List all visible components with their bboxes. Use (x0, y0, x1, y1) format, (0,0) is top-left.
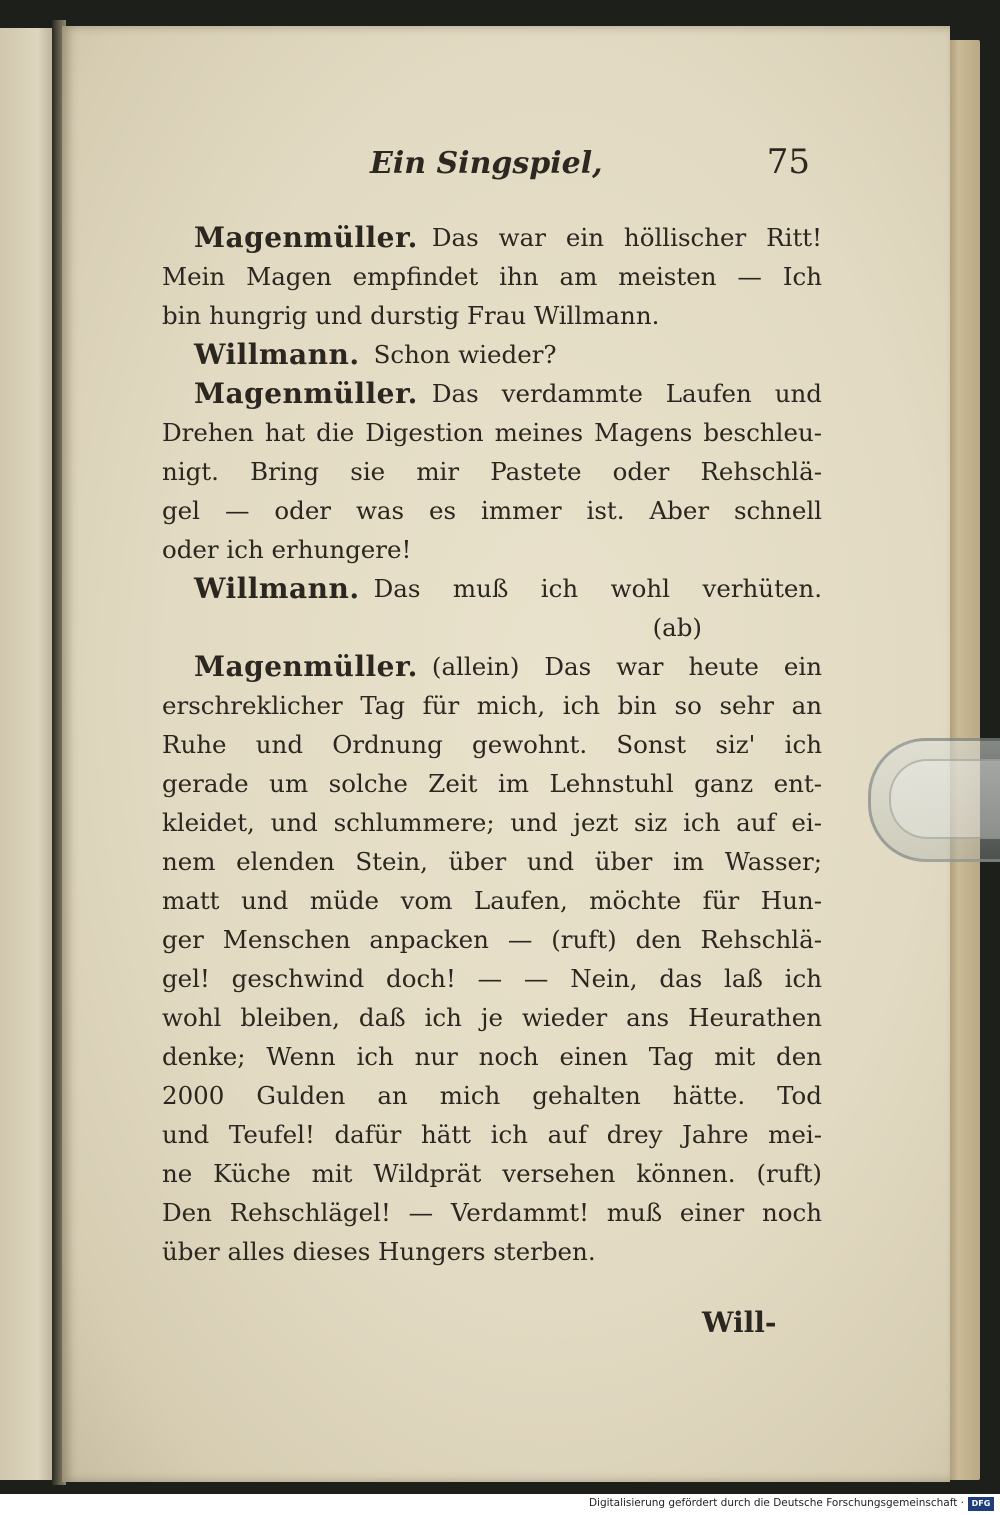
line-text: (ab) (652, 613, 702, 642)
page-clip-inner (889, 759, 1000, 839)
page-header (370, 142, 810, 186)
left-page-edge (0, 28, 54, 1480)
speaker-name: Willmann. (194, 572, 360, 605)
page-text (162, 218, 822, 1271)
line-text: denke; Wenn ich nur noch einen Tag mit den (162, 1042, 822, 1071)
text-line (162, 413, 822, 452)
text-line (162, 803, 822, 842)
catchword: Will- (702, 1306, 777, 1339)
text-line (162, 920, 822, 959)
text-line (162, 452, 822, 491)
text-line (162, 491, 822, 530)
line-text: gerade um solche Zeit im Lehnstuhl ganz ent- (162, 769, 822, 798)
line-text: ger Menschen anpacken — (ruft) den Rehschlä- (162, 925, 822, 954)
line-text: Das war ein höllischer Ritt! (431, 223, 822, 252)
text-line (162, 296, 822, 335)
text-line (162, 374, 822, 413)
line-text: nigt. Bring sie mir Pastete oder Rehschlä- (162, 457, 822, 486)
text-line (162, 1193, 822, 1232)
footer-credit: Digitalisierung gefördert durch die Deutsche Forschungsgemeinschaft · (588, 1497, 964, 1509)
line-text: wohl bleiben, daß ich je wieder ans Heurathen (162, 1003, 822, 1032)
text-line (162, 1154, 822, 1193)
page-clip (868, 738, 1000, 862)
text-line (162, 647, 822, 686)
line-text: Mein Magen empfindet ihn am meisten — Ich (162, 262, 822, 291)
line-text: ne Küche mit Wildprät versehen können. (ruft) (162, 1159, 822, 1188)
line-text: nem elenden Stein, über und über im Wasser; (162, 847, 822, 876)
text-line (162, 257, 822, 296)
text-line (162, 530, 822, 569)
speaker-name: Willmann. (194, 338, 360, 371)
dfg-logo: DFG (968, 1497, 994, 1511)
line-text: (allein) Das war heute ein (431, 652, 822, 681)
line-text: über alles dieses Hungers sterben. (162, 1237, 596, 1266)
text-line (162, 218, 822, 257)
text-line (162, 1115, 822, 1154)
line-text: matt und müde vom Laufen, möchte für Hun- (162, 886, 822, 915)
running-title: Ein Singspiel, (370, 146, 603, 181)
text-line (162, 881, 822, 920)
line-text: Ruhe und Ordnung gewohnt. Sonst siz' ich (162, 730, 822, 759)
text-line (162, 1232, 822, 1271)
text-line (162, 959, 822, 998)
line-text: Schon wieder? (373, 340, 557, 369)
line-text: gel! geschwind doch! — — Nein, das laß ich (162, 964, 822, 993)
text-line (162, 725, 822, 764)
page-number: 75 (766, 142, 810, 182)
line-text: 2000 Gulden an mich gehalten hätte. Tod (162, 1081, 822, 1110)
line-text: gel — oder was es immer ist. Aber schnell (162, 496, 822, 525)
line-text: Den Rehschlägel! — Verdammt! muß einer noch (162, 1198, 822, 1227)
line-text: Das verdammte Laufen und (431, 379, 822, 408)
speaker-name: Magenmüller. (194, 650, 418, 683)
line-text: Das muß ich wohl verhüten. (373, 574, 822, 603)
line-text: Drehen hat die Digestion meines Magens beschleu- (162, 418, 822, 447)
text-line (162, 608, 822, 647)
speaker-name: Magenmüller. (194, 221, 418, 254)
text-line (162, 569, 822, 608)
speaker-name: Magenmüller. (194, 377, 418, 410)
text-line (162, 1037, 822, 1076)
line-text: und Teufel! dafür hätt ich auf drey Jahre mei- (162, 1120, 822, 1149)
text-line (162, 686, 822, 725)
line-text: bin hungrig und durstig Frau Willmann. (162, 301, 660, 330)
line-text: oder ich erhungere! (162, 535, 412, 564)
line-text: erschreklicher Tag für mich, ich bin so sehr an (162, 691, 822, 720)
footer-bar (0, 1494, 1000, 1515)
text-line (162, 1076, 822, 1115)
text-line (162, 998, 822, 1037)
text-line (162, 842, 822, 881)
text-line (162, 764, 822, 803)
line-text: kleidet, und schlummere; und jezt siz ich auf ei- (162, 808, 822, 837)
text-line (162, 335, 822, 374)
